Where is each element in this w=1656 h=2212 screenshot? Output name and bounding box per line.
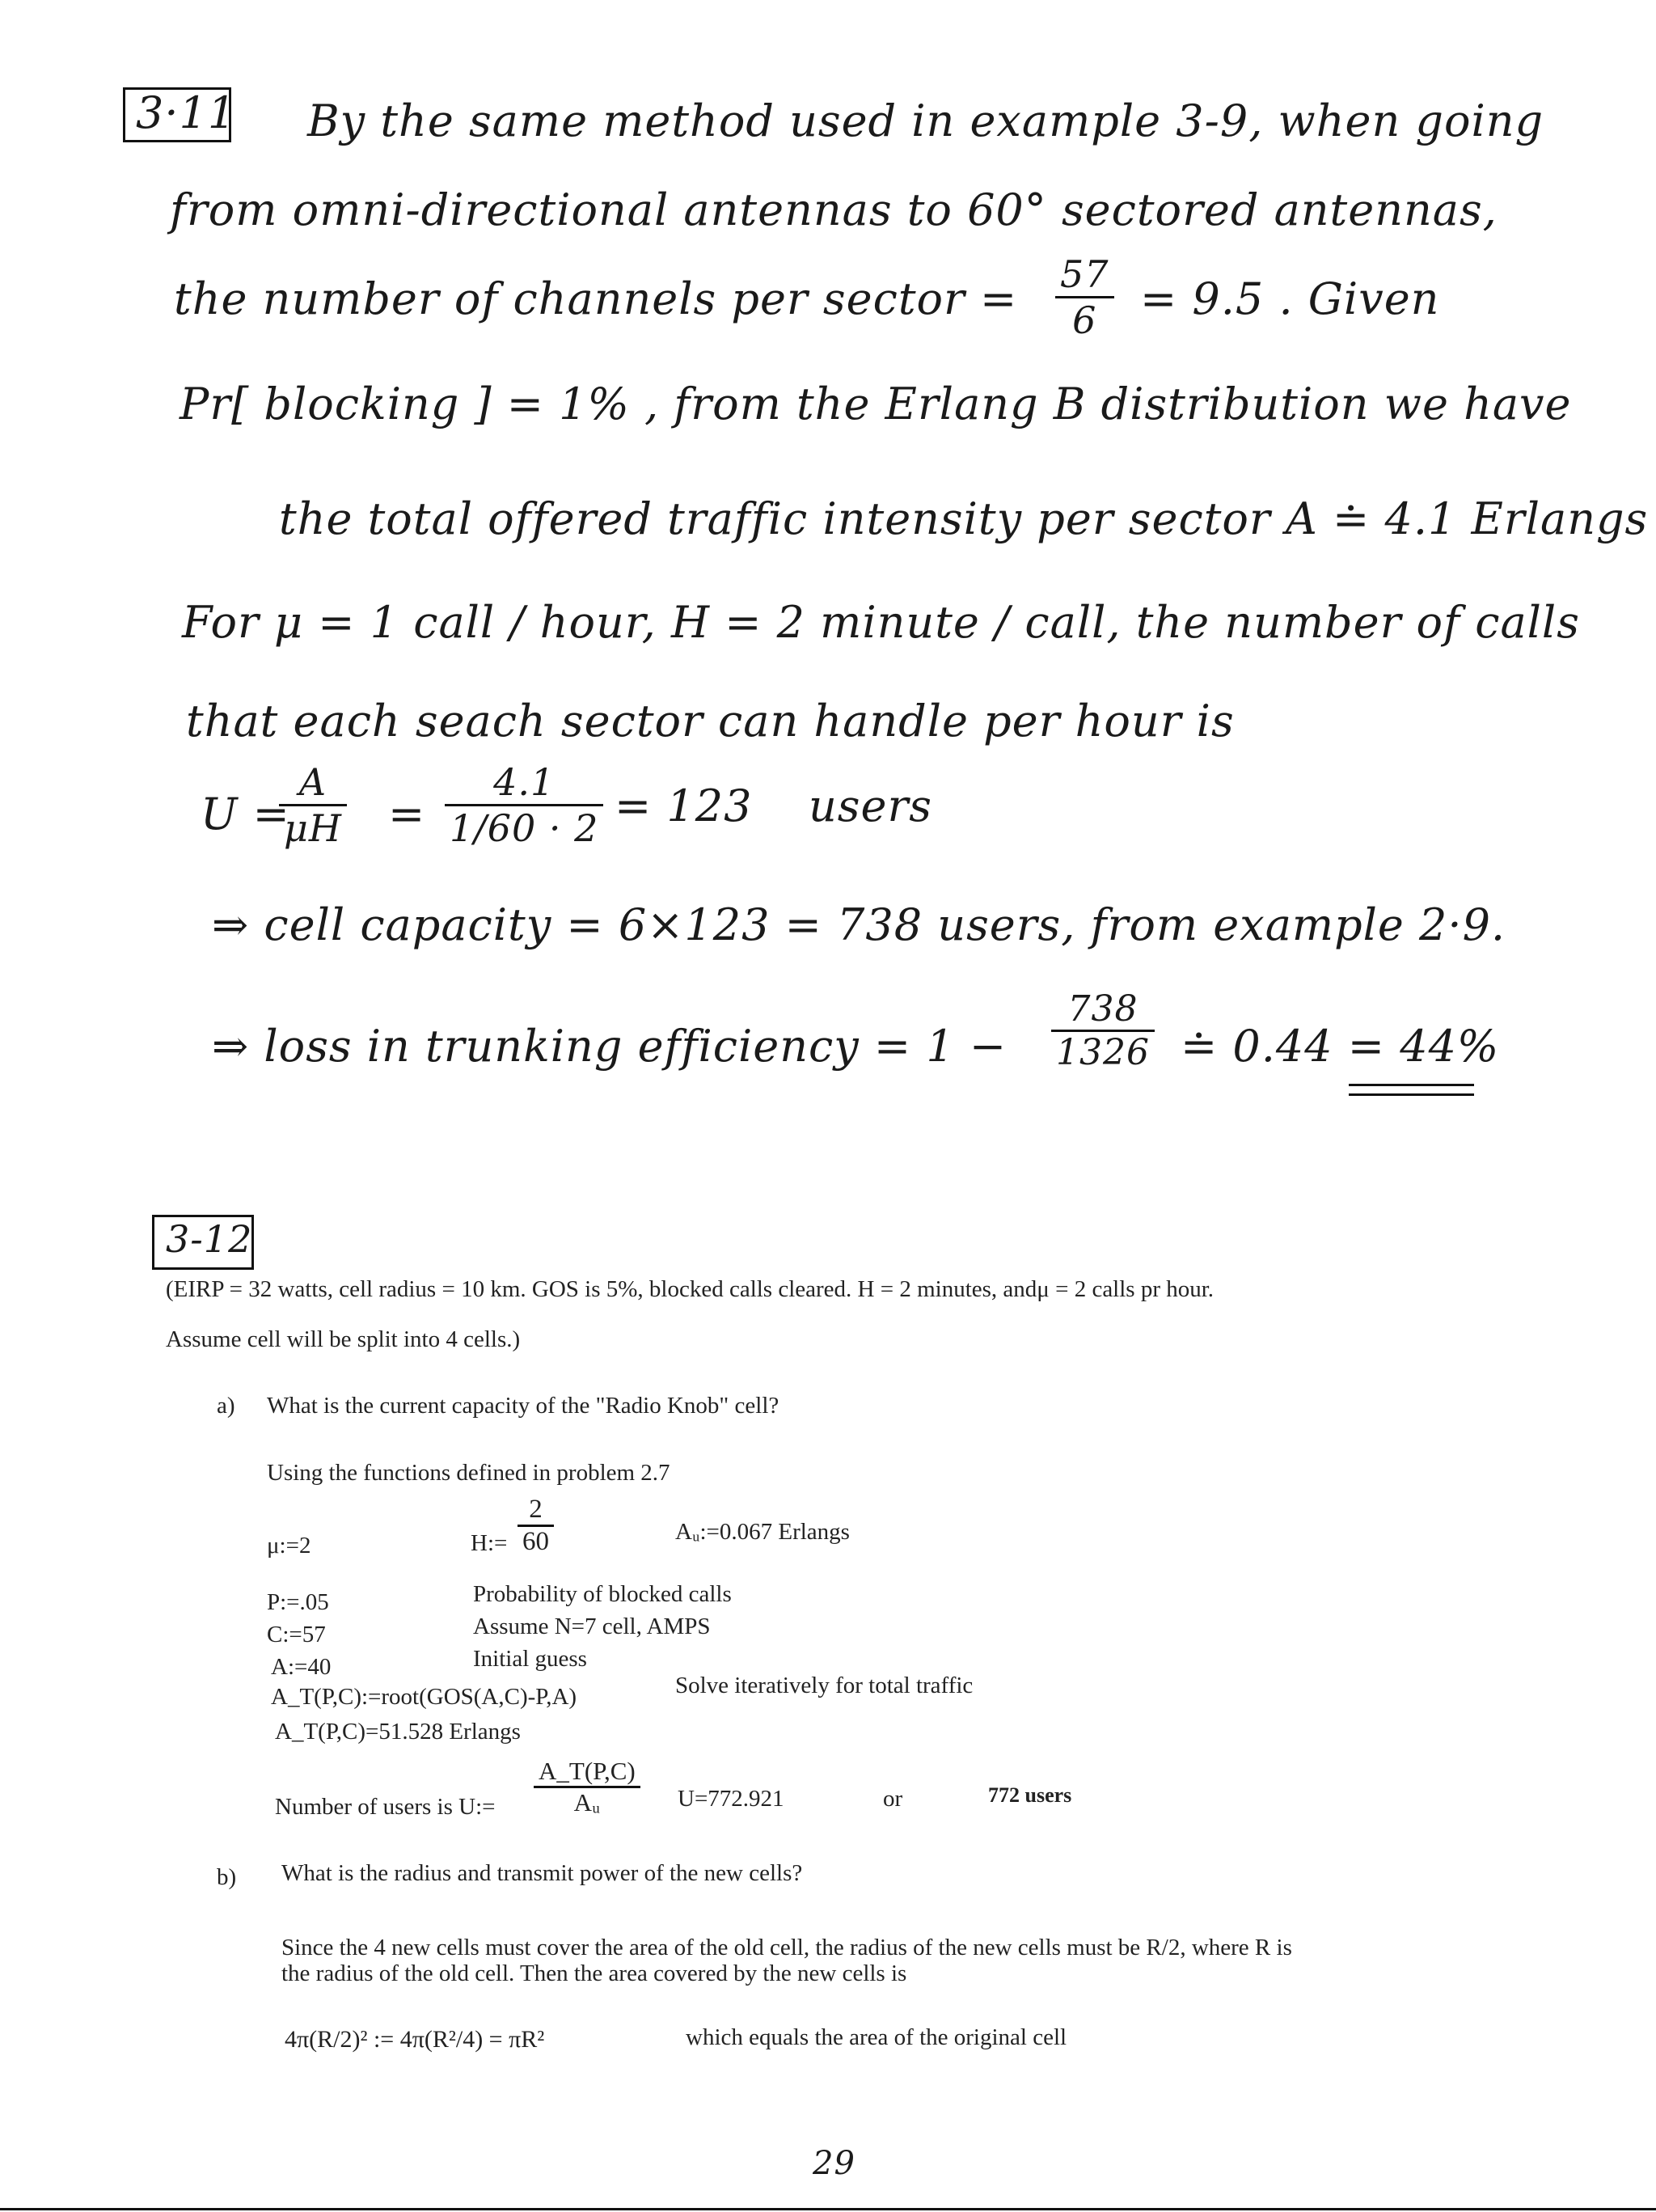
part-b-label: b) xyxy=(217,1864,237,1890)
c-definition: C:=57 xyxy=(267,1622,326,1647)
p311-line-2: from omni-directional antennas to 60° sectored antennas, xyxy=(170,184,1498,235)
answer-underline-1 xyxy=(1349,1084,1474,1086)
u-eq-frac1-num: A xyxy=(279,760,347,806)
area-expression: 4π(R/2)² := 4π(R²/4) = πR² xyxy=(285,2026,545,2053)
u-eq-unit: users xyxy=(809,780,932,831)
h-definition-num: 2 xyxy=(518,1495,554,1527)
channels-fraction xyxy=(1055,252,1114,342)
part-b-text-2: the radius of the old cell. Then the area covered by the new cells is xyxy=(281,1960,907,1986)
users-final: 772 users xyxy=(988,1783,1072,1807)
loss-line-prefix: ⇒ loss in trunking efficiency = 1 − xyxy=(212,1021,1008,1072)
p311-line-4: = 9.5 . Given xyxy=(1140,273,1440,324)
a-definition: A:=40 xyxy=(271,1654,332,1680)
h-definition-fraction xyxy=(518,1495,554,1557)
p312-statement-2: Assume cell will be split into 4 cells.) xyxy=(166,1326,521,1352)
problem-3-12-label: 3-12 xyxy=(166,1217,253,1261)
at-description: Solve iteratively for total traffic xyxy=(675,1673,974,1698)
p311-line-1: By the same method used in example 3-9, when going xyxy=(307,95,1544,146)
users-fraction-num: A_T(P,C) xyxy=(534,1757,640,1788)
users-lhs: Number of users is U:= xyxy=(275,1794,496,1820)
p311-line-3: the number of channels per sector = xyxy=(174,273,1018,324)
channels-fraction-num: 57 xyxy=(1055,252,1114,298)
mu-definition: μ:=2 xyxy=(267,1533,311,1559)
area-description: which equals the area of the original cell xyxy=(686,2024,1067,2050)
u-eq-frac1 xyxy=(279,760,347,850)
loss-result: ≐ 0.44 = 44% xyxy=(1181,1021,1500,1072)
u-eq-frac2 xyxy=(445,760,603,850)
c-description: Assume N=7 cell, AMPS xyxy=(473,1614,711,1639)
loss-fraction-num: 738 xyxy=(1051,988,1155,1032)
p312-statement-1: (EIRP = 32 watts, cell radius = 10 km. GOS is 5%, blocked calls cleared. H = 2 minutes, andμ = 2 calls pr hour. xyxy=(166,1276,1215,1302)
h-definition-den: 60 xyxy=(522,1527,549,1556)
u-eq-equals: = xyxy=(388,789,426,840)
a-description: Initial guess xyxy=(473,1646,587,1672)
part-a-using: Using the functions defined in problem 2.7 xyxy=(267,1460,670,1486)
cell-capacity-line: ⇒ cell capacity = 6×123 = 738 users, from example 2·9. xyxy=(212,899,1506,950)
at-definition: A_T(P,C):=root(GOS(A,C)-P,A) xyxy=(271,1684,577,1710)
at-value: A_T(P,C)=51.528 Erlangs xyxy=(275,1719,521,1745)
channels-fraction-den: 6 xyxy=(1072,298,1097,342)
users-fraction-den: Aᵤ xyxy=(573,1788,601,1817)
part-a-question: What is the current capacity of the "Radio Knob" cell? xyxy=(267,1393,779,1419)
au-definition: Aᵤ:=0.067 Erlangs xyxy=(675,1519,850,1545)
problem-3-11-label: 3·11 xyxy=(136,87,237,138)
page-number: 29 xyxy=(813,2145,855,2182)
h-definition-lhs: H:= xyxy=(471,1530,508,1556)
loss-fraction-den: 1326 xyxy=(1056,1032,1150,1073)
users-or: or xyxy=(883,1786,903,1812)
p-definition: P:=.05 xyxy=(267,1589,329,1615)
u-eq-frac2-num: 4.1 xyxy=(445,760,603,806)
u-eq-frac1-den: μH xyxy=(284,806,343,850)
p311-line-8: that each seach sector can handle per hour is xyxy=(186,696,1235,746)
part-a-label: a) xyxy=(217,1393,235,1419)
part-b-question: What is the radius and transmit power of the new cells? xyxy=(281,1860,803,1886)
users-value: U=772.921 xyxy=(678,1786,784,1812)
p311-line-6: the total offered traffic intensity per sector A ≐ 4.1 Erlangs xyxy=(279,493,1649,544)
loss-fraction xyxy=(1051,988,1155,1073)
answer-underline-2 xyxy=(1349,1093,1474,1096)
u-eq-frac2-den: 1/60 · 2 xyxy=(450,806,599,850)
p311-line-5: Pr[ blocking ] = 1% , from the Erlang B distribution we have xyxy=(180,379,1572,429)
u-eq-result: = 123 xyxy=(615,780,753,831)
u-eq-lhs: U = xyxy=(201,789,290,840)
p-description: Probability of blocked calls xyxy=(473,1581,732,1607)
p311-line-7: For μ = 1 call / hour, H = 2 minute / call, the number of calls xyxy=(182,597,1580,648)
users-fraction xyxy=(534,1757,640,1817)
part-b-text-1: Since the 4 new cells must cover the area of the old cell, the radius of the new cells must be R/2, where R is xyxy=(281,1935,1292,1960)
page-bottom-rule xyxy=(0,2208,1656,2210)
